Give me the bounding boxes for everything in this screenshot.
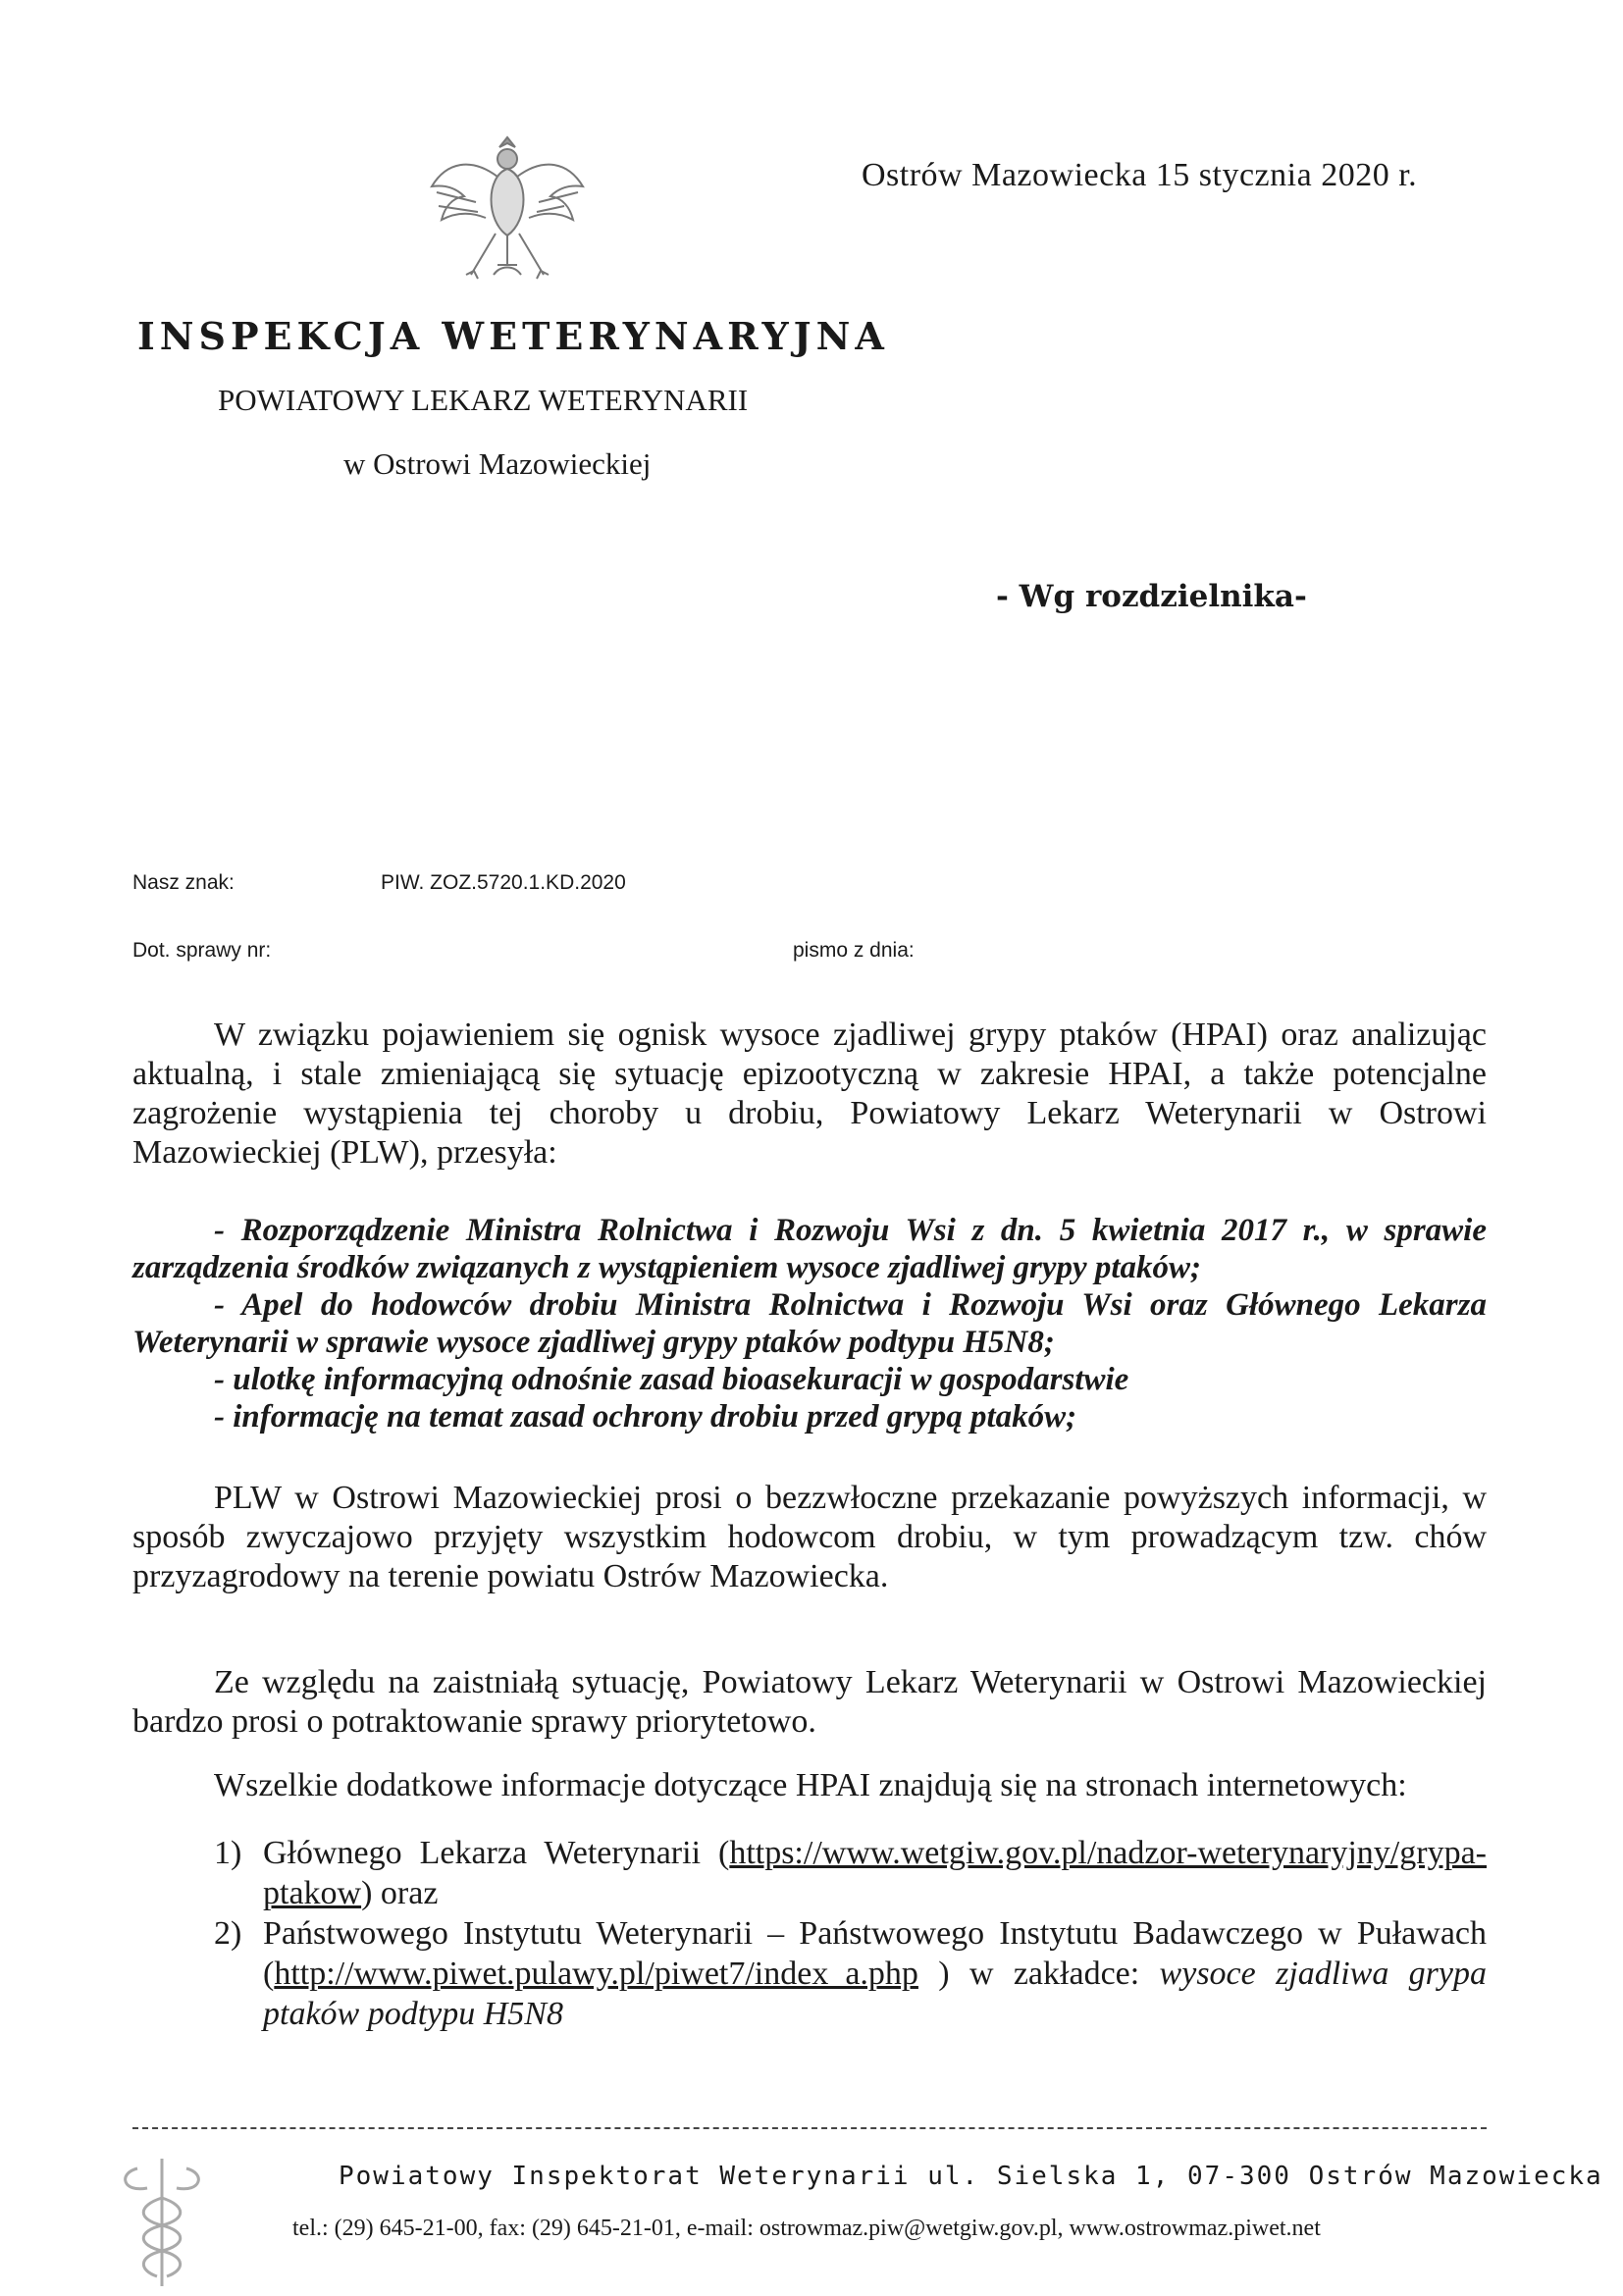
list-number: 2) xyxy=(214,1915,242,1952)
our-ref-value: PIW. ZOZ.5720.1.KD.2020 xyxy=(381,871,626,894)
piwet-link[interactable]: http://www.piwet.pulawy.pl/piwet7/index_a.php xyxy=(274,1956,918,1992)
institution-name: INSPEKCJA WETERYNARYJNA xyxy=(137,314,889,358)
office-location: w Ostrowi Mazowieckiej xyxy=(343,446,652,481)
intro-paragraph: W związku pojawieniem się ognisk wysoce zjadliwej grypy ptaków (HPAI) oraz analizując aktualną, i stale zmieniającą się sytuację epizootyczną w zakresie HPAI, a także potencjalne zagrożenie wystąpienia tej choroby u drobiu, Powiatowy Lekarz Weterynarii w Ostrowi Mazowieckiej (PLW), przesyła: xyxy=(132,1017,1487,1171)
letter-date-label: pismo z dnia: xyxy=(793,939,915,962)
tab-name: wysoce zjadliwa grypa ptaków podtypu H5N8 xyxy=(263,1956,1487,2032)
gliw-link[interactable]: https://www.wetgiw.gov.pl/nadzor-weterynaryjny/grypa-ptakow xyxy=(263,1835,1487,1911)
case-number-label: Dot. sprawy nr: xyxy=(132,939,272,962)
attachments-list xyxy=(132,1212,1487,1435)
list-item xyxy=(214,1833,1487,1913)
priority-paragraph: Ze względu na zaistniałą sytuację, Powiatowy Lekarz Weterynarii w Ostrowi Mazowieckiej bardzo prosi o potraktowanie sprawy priorytetowo. xyxy=(132,1664,1487,1740)
list-number: 1) xyxy=(214,1835,242,1871)
links-list xyxy=(214,1833,1487,2034)
caduceus-logo-icon xyxy=(108,2149,216,2291)
letter-date: Ostrów Mazowiecka 15 stycznia 2020 r. xyxy=(862,157,1418,193)
list-item: - ulotkę informacyjną odnośnie zasad bioasekuracji w gospodarstwie xyxy=(214,1362,1129,1397)
link-prefix: Głównego Lekarza Weterynarii ( xyxy=(263,1835,730,1871)
footer-contact: tel.: (29) 645-21-00, fax: (29) 645-21-01, e-mail: ostrowmaz.piw@wetgiw.gov.pl, www.ostrowmaz.piwet.net xyxy=(292,2216,1321,2241)
more-info-paragraph: Wszelkie dodatkowe informacje dotyczące HPAI znajdują się na stronach internetowych: xyxy=(214,1767,1407,1803)
link-prefix: Państwowego Instytutu Weterynarii – Państwowego Instytutu Badawczego w Puławach ( xyxy=(263,1915,1487,1992)
recipients-line: - Wg rozdzielnika- xyxy=(996,579,1307,614)
link-suffix: ) oraz xyxy=(361,1875,439,1911)
link-suffix: ) w zakładce: xyxy=(917,1956,1160,1992)
our-ref-label: Nasz znak: xyxy=(132,871,235,894)
eagle-emblem-icon xyxy=(417,118,599,289)
footer-divider xyxy=(132,2127,1487,2129)
request-paragraph: PLW w Ostrowi Mazowieckiej prosi o bezzwłoczne przekazanie powyższych informacji, w sposób zwyczajowo przyjęty wszystkim hodowcom drobiu, w tym prowadzącym tzw. chów przyzagrodowy na terenie powiatu Ostrów Mazowiecka. xyxy=(132,1480,1487,1594)
office-name: POWIATOWY LEKARZ WETERYNARII xyxy=(218,383,749,417)
footer-address: Powiatowy Inspektorat Weterynarii ul. Sielska 1, 07-300 Ostrów Mazowiecka xyxy=(339,2162,1603,2191)
list-item xyxy=(214,1913,1487,2034)
list-item: - Apel do hodowców drobiu Ministra Rolnictwa i Rozwoju Wsi oraz Głównego Lekarza Weterynarii w sprawie wysoce zjadliwej grypy ptaków podtypu H5N8; xyxy=(132,1287,1487,1360)
list-item: - informację na temat zasad ochrony drobiu przed grypą ptaków; xyxy=(214,1399,1077,1435)
list-item: - Rozporządzenie Ministra Rolnictwa i Rozwoju Wsi z dn. 5 kwietnia 2017 r., w sprawie zarządzenia środków związanych z wystąpieniem wysoce zjadliwej grypy ptaków; xyxy=(132,1213,1487,1285)
